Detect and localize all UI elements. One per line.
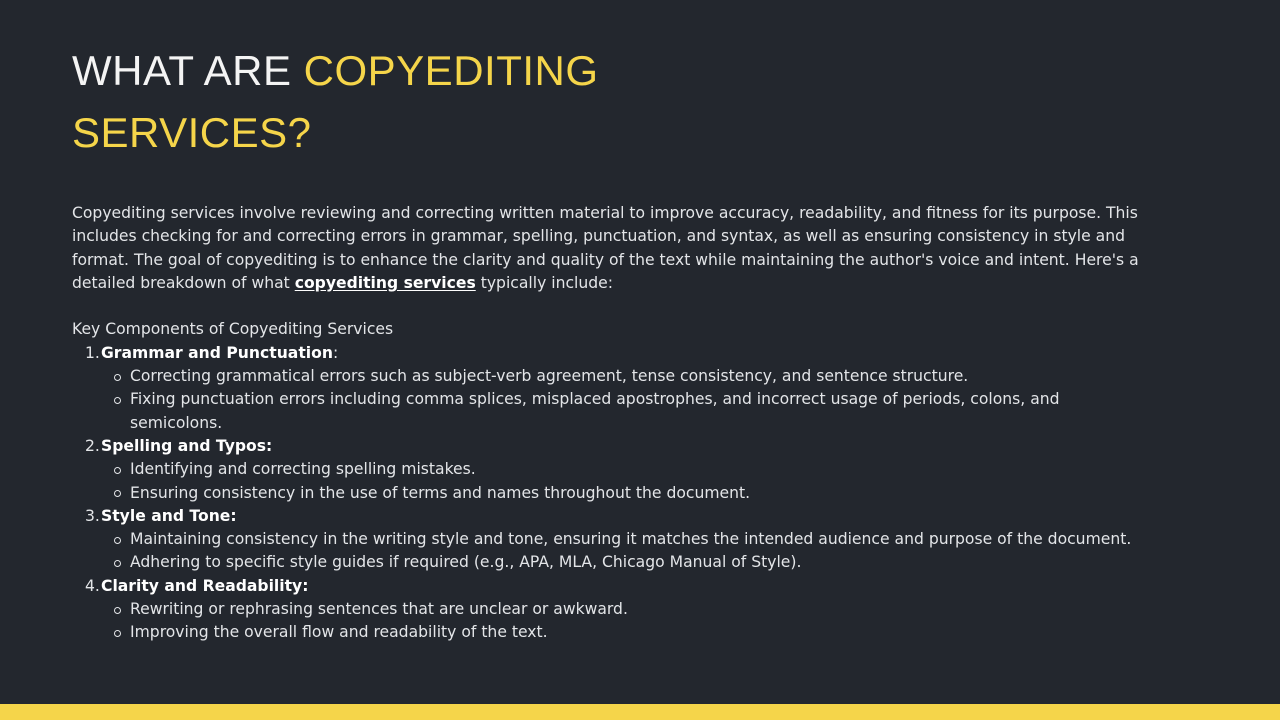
list-item: Correcting grammatical errors such as subject-verb agreement, tense consistency, and sentence structure. <box>101 365 1152 388</box>
list-number: 1. <box>85 343 100 362</box>
main-content <box>72 202 1152 645</box>
component-item-spelling <box>72 435 1152 505</box>
list-item: Adhering to specific style guides if required (e.g., APA, MLA, Chicago Manual of Style). <box>101 551 1152 574</box>
list-item: Identifying and correcting spelling mistakes. <box>101 458 1152 481</box>
section-heading: Key Components of Copyediting Services <box>72 320 394 339</box>
component-item-style <box>72 505 1152 575</box>
list-number: 2. <box>85 436 100 455</box>
list-item: Rewriting or rephrasing sentences that are unclear or awkward. <box>101 598 1152 621</box>
intro-paragraph <box>72 202 1152 295</box>
list-item: Ensuring consistency in the use of terms and names throughout the document. <box>101 482 1152 505</box>
title-part-accent: COPYEDITING SERVICES? <box>72 47 599 156</box>
components-list <box>72 342 1152 645</box>
list-number: 4. <box>85 576 100 595</box>
list-item: Improving the overall flow and readability of the text. <box>101 621 1152 644</box>
page-title <box>72 40 832 164</box>
component-heading: Grammar and Punctuation <box>101 343 333 362</box>
component-heading: Style and Tone: <box>101 506 237 525</box>
sub-list <box>101 528 1152 575</box>
component-heading: Spelling and Typos: <box>101 436 273 455</box>
intro-text-before: Copyediting services involve reviewing and correcting written material to improve accuracy, readability, and fitness for its purpose. This includes checking for and correcting errors in grammar, spelling, punctuation, and syntax, as well as ensuring consistency in style and format. The goal of copyediting is to enhance the clarity and quality of the text while maintaining the author's voice and intent. Here's a detailed breakdown of what <box>72 204 1139 292</box>
component-heading: Clarity and Readability: <box>101 576 309 595</box>
sub-list <box>101 458 1152 505</box>
copyediting-services-link[interactable]: copyediting services <box>294 273 476 292</box>
list-item: Maintaining consistency in the writing style and tone, ensuring it matches the intended audience and purpose of the document. <box>101 528 1152 551</box>
title-part-white: WHAT ARE <box>72 47 304 94</box>
list-item: Fixing punctuation errors including comma splices, misplaced apostrophes, and incorrect usage of periods, colons, and semicolons. <box>101 388 1152 435</box>
sub-list <box>101 598 1152 645</box>
intro-text-after: typically include: <box>475 273 614 292</box>
list-number: 3. <box>85 506 100 525</box>
sub-list <box>101 365 1152 435</box>
component-heading-suffix: : <box>332 343 339 362</box>
component-item-grammar <box>72 342 1152 435</box>
component-item-clarity <box>72 575 1152 645</box>
bottom-accent-bar <box>0 704 1280 720</box>
